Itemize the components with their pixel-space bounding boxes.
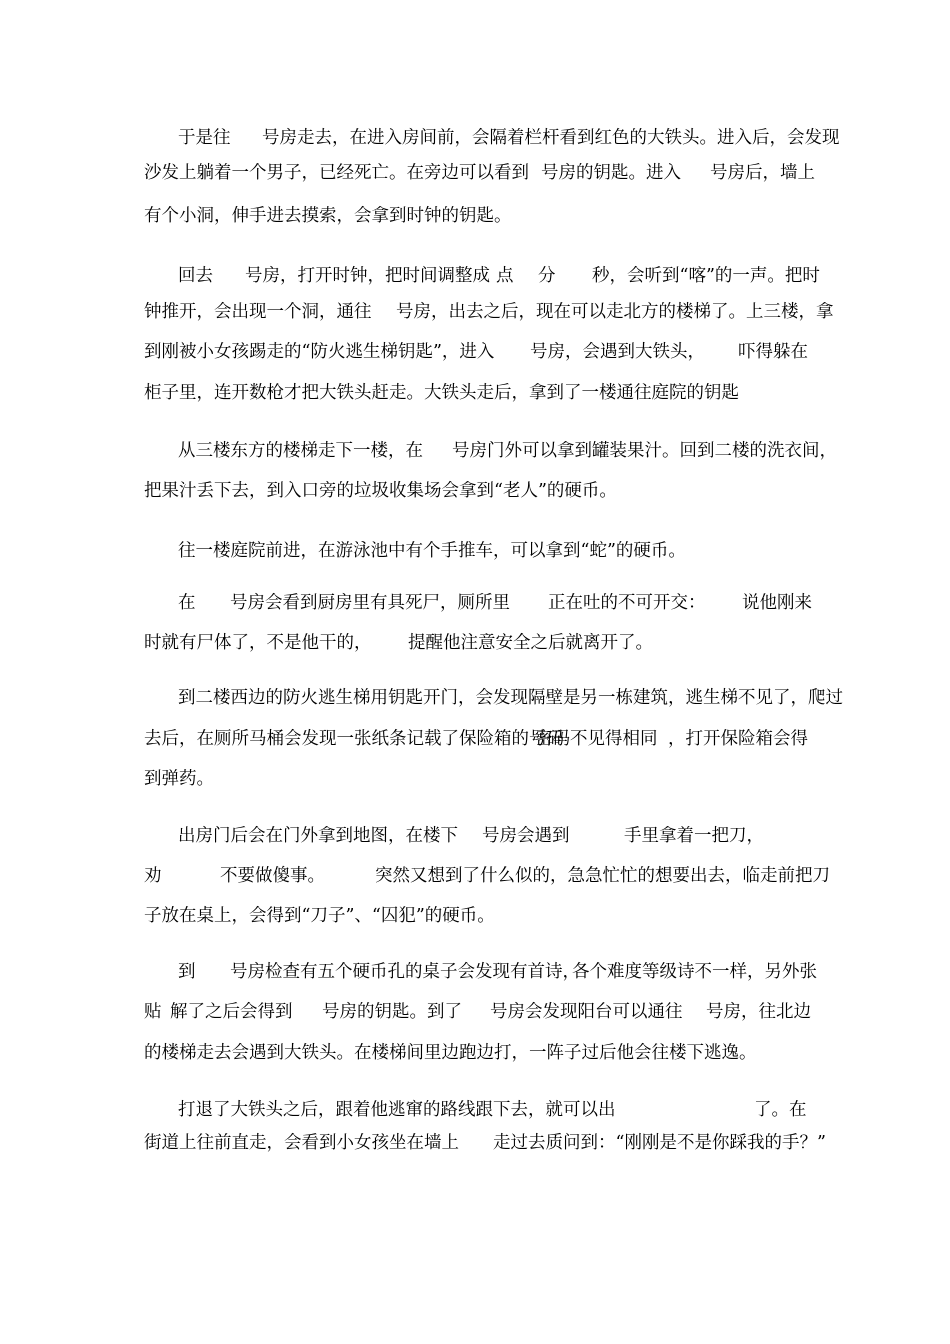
text-segment: 分: [538, 266, 556, 286]
text-line: [0, 763, 214, 795]
text-segment: 往一楼庭院前进，在游泳池中有个手推车，可以拿到“蛇”的硬币。: [178, 541, 686, 561]
text-segment: 街道上往前直走，会看到小女孩坐在墙上: [144, 1133, 459, 1153]
text-segment: 不要做傻事。: [220, 866, 325, 886]
text-line: [0, 956, 817, 988]
text-line: [0, 1037, 757, 1069]
text-segment: 走过去质问到：“刚刚是不是你踩我的手？”: [493, 1133, 826, 1153]
text-segment: 提醒他注意安全之后就离开了。: [408, 633, 653, 653]
text-segment: 到弹药。: [144, 769, 214, 789]
text-line: [0, 723, 808, 755]
text-segment: 子放在桌上，会得到“刀子”、“囚犯”的硬币。: [144, 906, 495, 926]
text-segment: 到: [178, 962, 196, 982]
text-segment: 号房会遇到: [482, 826, 570, 846]
text-line: [0, 475, 617, 507]
text-line: [0, 377, 739, 409]
text-segment: 秒，会听到“喀”的一声。把时: [592, 266, 820, 286]
text-segment: ，打开保险箱会得: [668, 729, 808, 749]
text-segment: 了。在: [754, 1100, 807, 1120]
text-line: [0, 435, 837, 467]
text-segment: 在: [178, 593, 196, 613]
text-segment: 号房的钥匙。到了: [322, 1002, 462, 1022]
text-segment: 手里拿着一把刀，: [624, 826, 764, 846]
text-segment: 解了之后会得到: [170, 1002, 293, 1022]
text-line: [0, 587, 812, 619]
text-segment: 号房，打开时钟，把时间调整成: [245, 266, 490, 286]
text-line: [0, 535, 686, 567]
text-segment: 各个难度等级诗不一样，另外张: [572, 962, 817, 982]
text-segment: 去后，在厕所马桶会发现一张纸条记载了保险箱的号码: [144, 729, 564, 749]
text-line: [0, 682, 843, 714]
text-line: [0, 860, 830, 892]
text-segment: 回去: [178, 266, 213, 286]
text-line: [0, 296, 834, 328]
text-segment: 号房检查有五个硬币孔的桌子会发现有首诗，: [230, 962, 580, 982]
text-line: [0, 627, 653, 659]
text-line: [0, 157, 815, 189]
text-segment: 打退了大铁头之后，跟着他逃窜的路线跟下去，就可以出: [178, 1100, 616, 1120]
text-segment: 号房，出去之后，现在可以走北方的楼梯了。上三楼，拿: [396, 302, 834, 322]
text-segment: 号房，会遇到大铁头，: [530, 342, 705, 362]
text-segment: 突然又想到了什么似的，急急忙忙的想要出去，临走前把刀: [375, 866, 830, 886]
text-segment: 于是往: [178, 128, 231, 148]
text-segment: 号房后，墙上: [710, 163, 815, 183]
text-line: [0, 820, 764, 852]
text-segment: 到二楼西边的防火逃生梯用钥匙开门，会发现隔壁是另一栋建筑，逃生梯不见了，爬过: [178, 688, 843, 708]
text-line: [0, 996, 811, 1028]
text-segment: 劝: [144, 866, 162, 886]
text-segment: 柜子里，连开数枪才把大铁头赶走。大铁头走后，拿到了一楼通往庭院的钥匙: [144, 383, 739, 403]
text-segment: 出房门后会在门外拿到地图，在楼下: [178, 826, 458, 846]
text-segment: 密码不见得相同: [535, 729, 658, 749]
text-line: [0, 336, 808, 368]
text-segment: 正在吐的不可开交：: [548, 593, 706, 613]
text-segment: 号房会发现阳台可以通往: [490, 1002, 683, 1022]
text-segment: 说他刚来: [742, 593, 812, 613]
text-segment: 把果汁丢下去，到入口旁的垃圾收集场会拿到“老人”的硬币。: [144, 481, 617, 501]
text-segment: 号房，往北边: [706, 1002, 811, 1022]
text-segment: 沙发上躺着一个男子，已经死亡。在旁边可以看到: [144, 163, 529, 183]
text-segment: 钟推开，会出现一个洞，通往: [144, 302, 372, 322]
text-segment: 号房门外可以拿到罐装果汁。回到二楼的洗衣间，: [452, 441, 837, 461]
text-line: [0, 122, 840, 154]
text-line: [0, 1094, 807, 1126]
text-segment: 到刚被小女孩踢走的“防火逃生梯钥匙”，进入: [144, 342, 495, 362]
text-segment: 号房的钥匙。进入: [541, 163, 681, 183]
text-segment: 有个小洞，伸手进去摸索，会拿到时钟的钥匙。: [144, 206, 512, 226]
text-segment: 贴: [144, 1002, 162, 1022]
text-segment: 从三楼东方的楼梯走下一楼，在: [178, 441, 423, 461]
text-segment: 号房走去，在进入房间前，会隔着栏杆看到红色的大铁头。进入后，会发现: [262, 128, 840, 148]
text-segment: 时就有尸体了，不是他干的，: [144, 633, 372, 653]
text-line: [0, 900, 495, 932]
text-segment: 的楼梯走去会遇到大铁头。在楼梯间里边跑边打，一阵子过后他会往楼下逃逸。: [144, 1043, 757, 1063]
text-segment: 吓得躲在: [738, 342, 808, 362]
text-line: [0, 200, 512, 232]
text-segment: 点: [496, 266, 514, 286]
text-segment: 号房会看到厨房里有具死尸，厕所里: [230, 593, 510, 613]
text-line: [0, 260, 820, 292]
text-line: [0, 1127, 826, 1159]
